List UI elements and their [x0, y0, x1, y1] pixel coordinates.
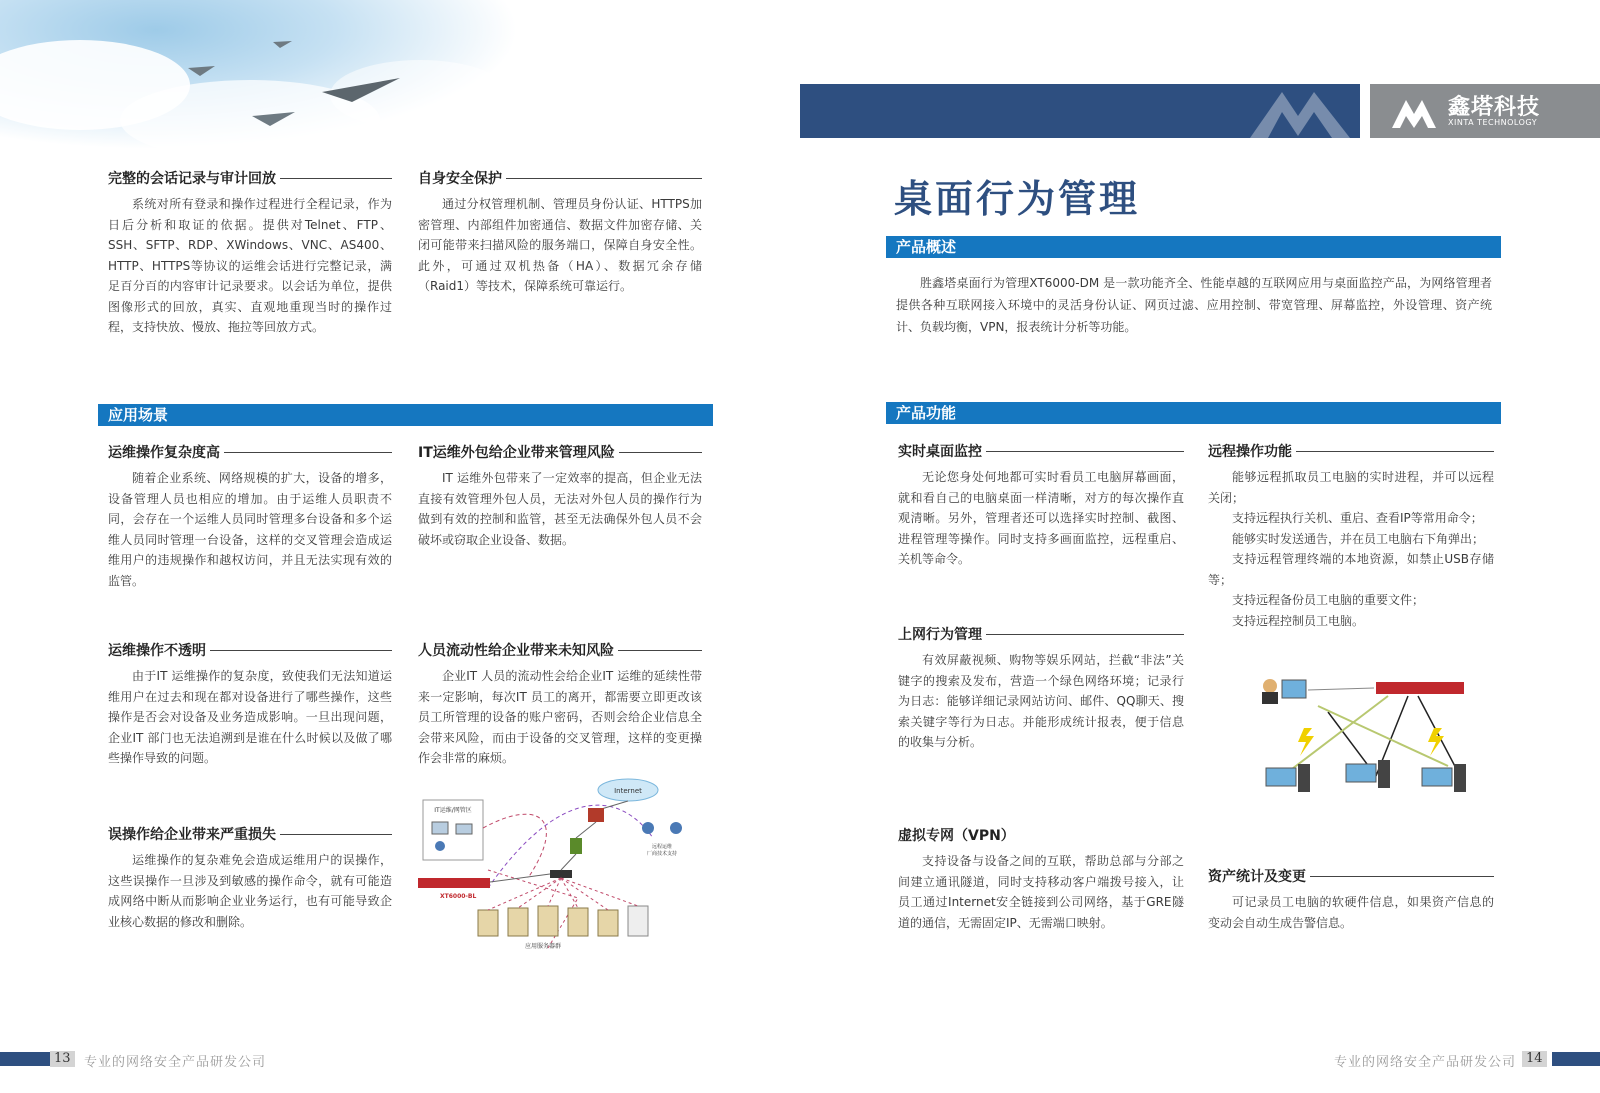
footer-slogan-left: 专业的网络安全产品研发公司 [84, 1055, 267, 1070]
section-self-protection [418, 168, 702, 297]
scenario-opacity: 运维操作不透明 由于IT 运维操作的复杂度，致使我们无法知道运维用户在过去和现在都对设备进行了哪些操作，这些操作是否会对设备及业务造成影响。一旦出现问题，企业IT 部门也无法追溯到是谁在什么时候以及做了哪些操作导致的问题。 [108, 643, 392, 765]
scenario-staff-turnover: 人员流动性给企业带来未知风险 企业IT 人员的流动性会给企业IT 运维的延续性带来一定影响，每次IT 员工的离开，都需要立即更改该员工所管理的设备的账户密码，否则会给企业信息全会带来风险，而由于设备的交叉管理，这样的变更操作会非常的麻烦。 [418, 643, 702, 765]
list-item: 支持远程控制员工电脑。 [1232, 613, 1365, 628]
feature-vpn: 虚拟专网（VPN） 支持设备与设备之间的互联，帮助总部与分部之间建立通讯隧道，同时支持移动客户端拨号接入，让员工通过Internet安全链接到公司网络，基于GRE隧道的通信，无需固定IP、无需端口映射。 [898, 828, 1184, 930]
device-label: XT6000-BL [440, 893, 477, 900]
list-item: 能够实时发送通告，并在员工电脑右下角弹出； [1232, 531, 1485, 546]
scenario-bar: 应用场景 [98, 404, 713, 426]
overview-bar: 产品概述 [886, 236, 1501, 258]
footer-slogan-right: 专业的网络安全产品研发公司 [1334, 1055, 1517, 1070]
footer-bar-left [0, 1052, 50, 1066]
list-item: 能够远程抓取员工电脑的实时进程，并可以远程关闭； [1208, 470, 1494, 505]
section-session-audit [108, 168, 392, 338]
footer-bar-right [1552, 1052, 1600, 1066]
internet-cloud-label: Internet [614, 787, 642, 795]
header-bar [800, 84, 1360, 138]
page-number-left: 13 [50, 1051, 75, 1067]
list-item: 支持远程备份员工电脑的重要文件； [1232, 593, 1425, 607]
list-item: 支持远程管理终端的本地资源，如禁止USB存储等； [1208, 552, 1494, 587]
section-title: 完整的会话记录与审计回放 [108, 168, 392, 188]
paper-planes-illustration [0, 0, 520, 150]
zone-label: IT运维/网管区 [434, 807, 472, 814]
remote-label-1: 远程运维 [651, 844, 673, 850]
brand-logo [1370, 84, 1600, 138]
brand-sub: XINTA TECHNOLOGY [1448, 118, 1538, 127]
feature-remote-ops: 远程操作功能 能够远程抓取员工电脑的实时进程，并可以远程关闭； 支持远程执行关机、重启、查看IP等常用命令； 能够实时发送通告，并在员工电脑右下角弹出； 支持远程管理终端的本地资源，如禁止USB存储等； 支持远程备份员工电脑的重要文件； 支持远程控制员工电脑。 [1208, 441, 1494, 631]
page-number-right: 14 [1522, 1051, 1547, 1067]
feature-desktop-monitor: 实时桌面监控 无论您身处何地都可实时看员工电脑屏幕画面，就和看自己的电脑桌面一样清晰，对方的每次操作直观清晰。另外，管理者还可以选择实时控制、截图、进程管理等操作。同时支持多画面监控，远程重启、关机等命令。 [898, 444, 1184, 566]
scenario-misoperation: 误操作给企业带来严重损失 运维操作的复杂难免会造成运维用户的误操作，这些误操作一旦涉及到敏感的操作命令，就有可能造成网络中断从而影响企业业务运行，也有可能导致企业核心数据的修改和删除。 [108, 827, 392, 929]
network-diagram [418, 778, 708, 970]
overview-text: 胜鑫塔桌面行为管理XT6000-DM 是一款功能齐全、性能卓越的互联网应用与桌面监控产品，为网络管理者提供各种互联网接入环境中的灵活身份认证、网页过滤、应用控制、带宽管理、屏幕监控，外设管理、资产统计、负载均衡，VPN，报表统计分析等功能。 [896, 276, 1492, 334]
scenario-outsourcing: IT运维外包给企业带来管理风险 IT 运维外包带来了一定效率的提高，但企业无法直接有效管理外包人员，无法对外包人员的操作行为做到有效的控制和监管，甚至无法确保外包人员不会破坏或窃取企业设备、数据。 [418, 445, 702, 547]
section-text: 通过分权管理机制、管理员身份认证、HTTPS加密管理、内部组件加密通信、数据文件加密存储、关闭可能带来扫描风险的服务端口，保障自身安全性。此外，可通过双机热备（HA）、数据冗余存储（Raid1）等技术，保障系统可靠运行。 [418, 197, 702, 293]
logo-mark-icon [1392, 94, 1442, 130]
scenario-complexity: 运维操作复杂度高 随着企业系统、网络规模的扩大，设备的增多，设备管理人员也相应的增加。由于运维人员职责不同，会存在一个运维人员同时管理多台设备和多个运维人员同时管理一台设备，这样的交叉管理会造成运维用户的违规操作和越权访问，并且无法实现有效的监管。 [108, 445, 392, 588]
page-title: 桌面行为管理 [894, 177, 1141, 221]
sky-decoration [0, 0, 520, 150]
servers-label: 应用服务器群 [524, 943, 562, 950]
remote-diagram [1258, 676, 1478, 806]
list-item: 支持远程执行关机、重启、查看IP等常用命令； [1232, 511, 1483, 525]
section-title: 自身安全保护 [418, 168, 702, 188]
features-bar: 产品功能 [886, 402, 1501, 424]
remote-list [1208, 467, 1494, 631]
brand-name: 鑫塔科技 [1448, 95, 1541, 120]
feature-web-behavior: 上网行为管理 有效屏蔽视频、购物等娱乐网站，拦截“非法”关键字的搜索及发布，营造一个绿色网络环境；记录行为日志：能够详细记录网站访问、邮件、QQ聊天、搜索关键字等行为日志。并能形成统计报表，便于信息的收集与分析。 [898, 627, 1184, 749]
feature-asset-stats: 资产统计及变更 可记录员工电脑的软硬件信息，如果资产信息的变动会自动生成告警信息。 [1208, 869, 1494, 930]
remote-label-2: 厂商技术支持 [646, 851, 678, 857]
section-text: 系统对所有登录和操作过程进行全程记录，作为日后分析和取证的依据。提供对Telnet、FTP、SSH、SFTP、RDP、XWindows、VNC、AS400、HTTP、HTTPS等协议的运维会话进行完整记录，满足百分百的内容审计记录要求。以会话为单位，提供图像形式的回放，真实、直观地重现当时的操作过程，支持快放、慢放、拖拉等回放方式。 [108, 197, 392, 334]
mountain-watermark-icon [1240, 84, 1360, 138]
